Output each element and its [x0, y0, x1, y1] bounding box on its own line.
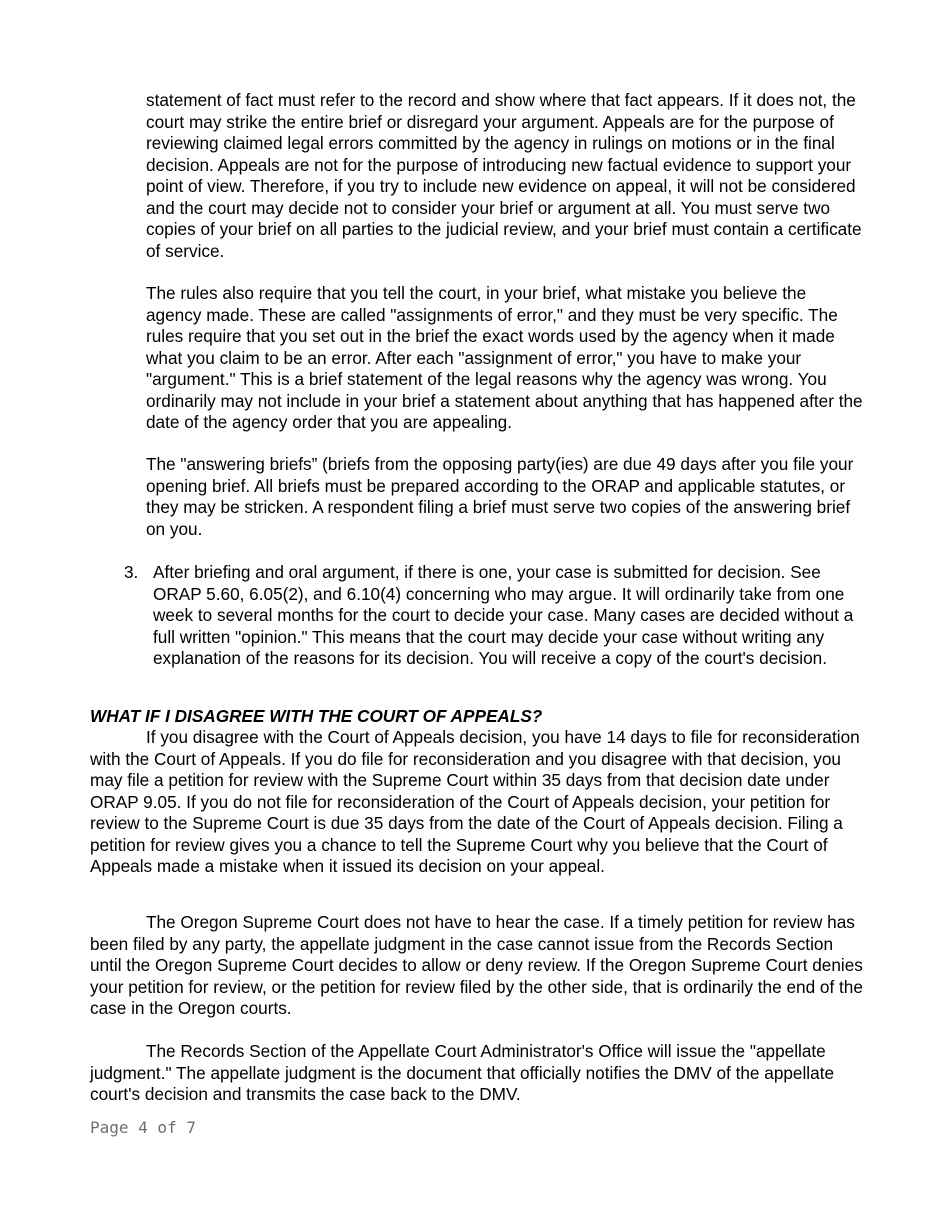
section-heading: WHAT IF I DISAGREE WITH THE COURT OF APPEALS? [90, 706, 543, 726]
paragraph-appellate-judgment: The Records Section of the Appellate Court Administrator's Office will issue the "appellate judgment." The appellate judgment is the document that officially notifies the DMV of the appellate court's decision and transmits the case back to the DMV. [90, 1041, 835, 1104]
paragraph-assignments-of-error: The rules also require that you tell the court, in your brief, what mistake you believe the agency made. These are called "assignments of error," and they must be very specific. The rules require that you set out in the brief the exact words used by the agency when it made what you claim to be an error. After each "assignment of error," you have to make your "argument." This is a brief statement of the legal reasons why the agency was wrong. You ordinarily may not include in your brief a statement about anything that has happened after the date of the agency order that you are appealing. [146, 283, 863, 432]
list-item-text: After briefing and oral argument, if there is one, your case is submitted for decision. See ORAP 5.60, 6.05(2), and 6.10(4) concerning who may argue. It will ordinarily take from one week to several months for the court to decide your case. Many cases are decided without a full written "opinion." This means that the court may decide your case without writing any explanation of the reasons for its decision. You will receive a copy of the court's decision. [153, 562, 854, 668]
page-number-footer: Page 4 of 7 [90, 1118, 196, 1137]
paragraph-supreme-court: The Oregon Supreme Court does not have to hear the case. If a timely petition for review has been filed by any party, the appellate judgment in the case cannot issue from the Records Section until the Oregon Supreme Court decides to allow or deny review. If the Oregon Supreme Court denies your petition for review, or the petition for review filed by the other side, that is ordinarily the end of the case in the Oregon courts. [90, 912, 863, 1018]
paragraph-reconsideration: If you disagree with the Court of Appeals decision, you have 14 days to file for reconsideration with the Court of Appeals. If you do file for reconsideration and you disagree with that decision, you may file a petition for review with the Supreme Court within 35 days from that decision date under ORAP 9.05. If you do not file for reconsideration of the Court of Appeals decision, your petition for review to the Supreme Court is due 35 days from the date of the Court of Appeals decision. Filing a petition for review gives you a chance to tell the Supreme Court why you believe that the Court of Appeals made a mistake when it issued its decision on your appeal. [90, 727, 860, 876]
paragraph-record-statement: statement of fact must refer to the record and show where that fact appears. If it does not, the court may strike the entire brief or disregard your argument. Appeals are for the purpose of reviewing claimed legal errors committed by the agency in rulings on motions or in the final decision. Appeals are not for the purpose of introducing new factual evidence to support your point of view. Therefore, if you try to include new evidence on appeal, it will not be considered and the court may decide not to consider your brief or argument at all. You must serve two copies of your brief on all parties to the judicial review, and your brief must contain a certificate of service. [146, 90, 862, 261]
paragraph-answering-briefs: The "answering briefs” (briefs from the opposing party(ies) are due 49 days after you file your opening brief. All briefs must be prepared according to the ORAP and applicable statutes, or they may be stricken. A respondent filing a brief must serve two copies of the answering brief on you. [146, 454, 854, 539]
list-number: 3. [124, 562, 139, 582]
